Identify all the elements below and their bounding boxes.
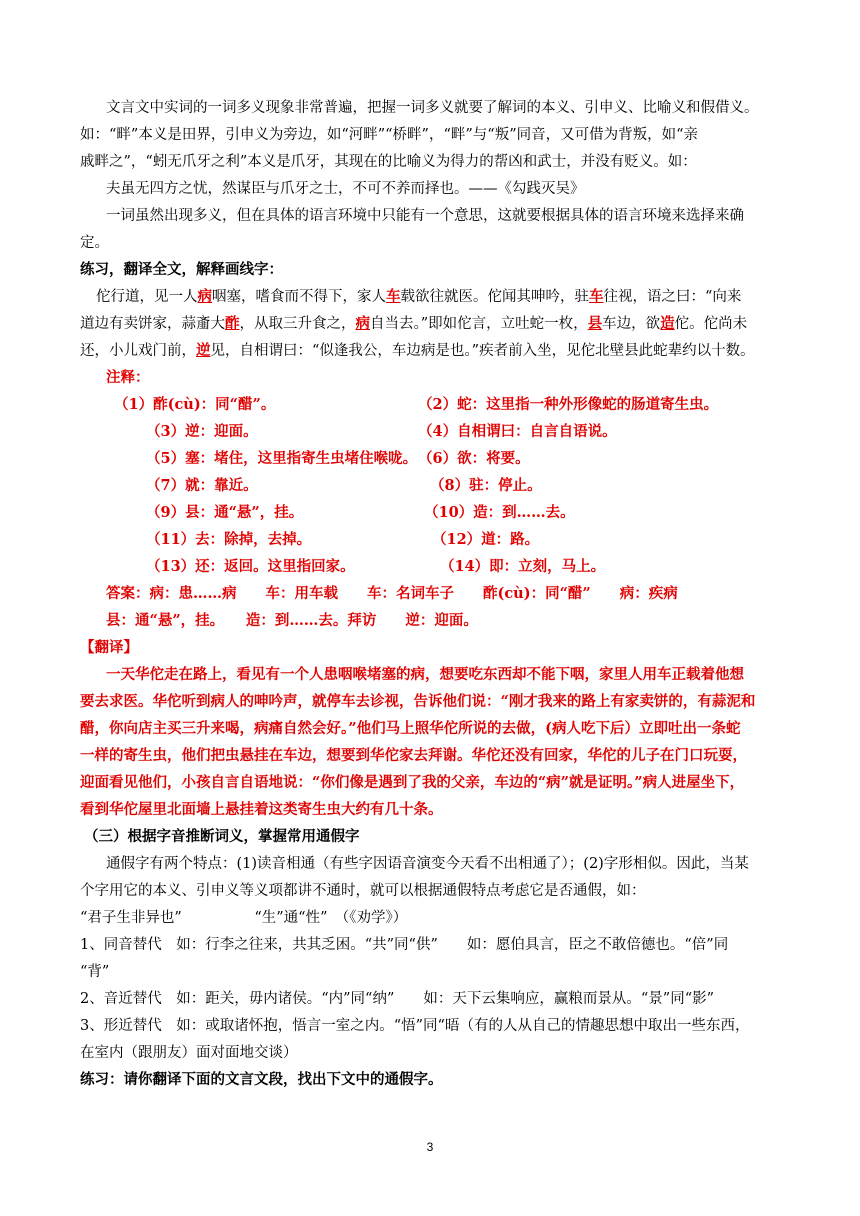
intro-line: 一词虽然出现多义，但在具体的语言环境中只能有一个意思，这就要根据具体的语言环境来选择来确: [106, 208, 744, 224]
note-item: （9）县：通“悬”，挂。: [146, 504, 304, 521]
note-item: （2）蛇：这里指一种外形像蛇的肠道寄生虫。: [418, 396, 719, 413]
note-item: （3）逆：迎面。: [146, 423, 258, 440]
quote-line: 夫虽无四方之忧，然谋臣与爪牙之士，不可不养而择也。——《勾践灭吴》: [106, 181, 585, 197]
translation-heading: 【翻译】: [80, 639, 138, 656]
underlined-char: 车: [589, 288, 604, 305]
type-line: “背”: [80, 964, 110, 980]
exercise-heading: 练习：请你翻译下面的文言文段，找出下文中的通假字。: [80, 1071, 443, 1088]
underlined-char: 病: [355, 315, 370, 332]
intro-line: 戚畔之”，“蚓无爪牙之利”本义是爪牙，其现在的比喻义为得力的帮凶和武士，并没有贬义。如：: [80, 154, 697, 170]
passage-line: 还，小儿戏门前，逆见，自相谓曰：“似逢我公，车边病是也。”疾者前入坐，见佗北壁县此蛇辈约以十数。: [80, 342, 755, 359]
exercise-heading: 练习，翻译全文，解释画线字：: [80, 261, 283, 278]
translation-line: 要去求医。华佗听到病人的呻吟声，就停车去诊视，告诉他们说：“刚才我来的路上有家卖饼的，有蒜泥和: [80, 693, 756, 710]
notes-heading: 注释：: [106, 369, 150, 386]
underlined-char: 病: [197, 288, 212, 305]
note-item: （12）道：路。: [432, 531, 540, 548]
translation-line: 一样的寄生虫，他们把虫悬挂在车边，想要到华佗家去拜谢。华佗还没有回家，华佗的儿子在门口玩耍，: [80, 747, 747, 764]
body-line: 通假字有两个特点：(1)读音相通（有些字因语音演变今天看不出相通了）；(2)字形相似。因此，当某: [106, 856, 749, 872]
note-item: （5）塞：堵住，这里指寄生虫堵住喉咙。: [146, 450, 418, 467]
underlined-char: 逆: [196, 342, 211, 359]
note-item: （4）自相谓曰：自言自语说。: [418, 423, 617, 440]
underlined-char: 酢: [225, 315, 240, 332]
underlined-char: 造: [660, 315, 675, 332]
note-item: （13）还：返回。这里指回家。: [146, 558, 355, 575]
intro-line: 如：“畔”本义是田界，引申义为旁边，如“河畔”“桥畔”，“畔”与“叛”同音，又可借为背叛，如“亲: [80, 127, 699, 143]
passage-line: 佗行道，见一人病咽塞，嗜食而不得下，家人车载欲往就医。佗闻其呻吟，驻车往视，语之曰：“向来: [96, 288, 742, 305]
passage-line: 道边有卖饼家，蒜齑大酢，从取三升食之，病自当去。”即如佗言，立吐蛇一枚，县车边，欲造佗。佗尚未: [80, 315, 748, 332]
example-line: “君子生非异也” “生”通“性” （《劝学》）: [80, 910, 408, 926]
note-item: （1）酢(cù)：同“醋”。: [114, 396, 276, 413]
type-line: 1、同音替代 如：行李之往来，共其乏困。“共”同“供” 如：愿伯具言，臣之不敢倍德也。“倍”同: [80, 937, 729, 953]
translation-line: 醋，你向店主买三升来喝，病痛自然会好。”他们马上照华佗所说的去做，(病人吃下后）立即吐出一条蛇: [80, 720, 741, 737]
note-item: （8）驻：停止。: [430, 477, 542, 494]
note-item: （11）去：除掉，去掉。: [146, 531, 312, 548]
type-line: 2、音近替代 如：距关，毋内诸侯。“内”同“纳” 如：天下云集响应，赢粮而景从。“景”同“影”: [80, 991, 715, 1007]
note-item: （10）造：到……去。: [424, 504, 575, 521]
type-line: 在室内（跟朋友）面对面地交谈）: [80, 1045, 298, 1061]
body-line: 个字用它的本义、引申义等义项都讲不通时，就可以根据通假特点考虑它是否通假，如：: [80, 883, 646, 899]
underlined-char: 县: [587, 315, 603, 332]
underlined-char: 车: [386, 288, 401, 305]
translation-line: 一天华佗走在路上，看见有一个人患咽喉堵塞的病，想要吃东西却不能下咽，家里人用车正载着他想: [106, 666, 744, 683]
answer-line: 答案：病：患……病 车：用车载 车：名词车子 酢(cù)：同“醋” 病：疾病: [106, 585, 678, 602]
intro-line: 定。: [80, 235, 109, 251]
note-item: （6）欲：将要。: [418, 450, 530, 467]
intro-line: 文言文中实词的一词多义现象非常普遍，把握一词多义就要了解词的本义、引申义、比喻义和假借义。: [106, 100, 759, 116]
type-line: 3、形近替代 如：或取诸怀抱，悟言一室之内。“悟”同“晤（有的人从自己的情趣思想中取出一些东西，: [80, 1018, 750, 1034]
page-number: 3: [426, 1140, 434, 1154]
section-heading: （三）根据字音推断词义，掌握常用通假字: [84, 828, 360, 845]
translation-line: 看到华佗屋里北面墙上悬挂着这类寄生虫大约有几十条。: [80, 801, 443, 818]
answer-line: 县：通“悬”，挂。 造：到……去。拜访 逆：迎面。: [106, 612, 478, 629]
note-item: （14）即：立刻，马上。: [440, 558, 606, 575]
note-item: （7）就：靠近。: [146, 477, 258, 494]
translation-line: 迎面看见他们，小孩自言自语地说：“你们像是遇到了我的父亲，车边的“病”就是证明。”病人进屋坐下，: [80, 774, 745, 791]
